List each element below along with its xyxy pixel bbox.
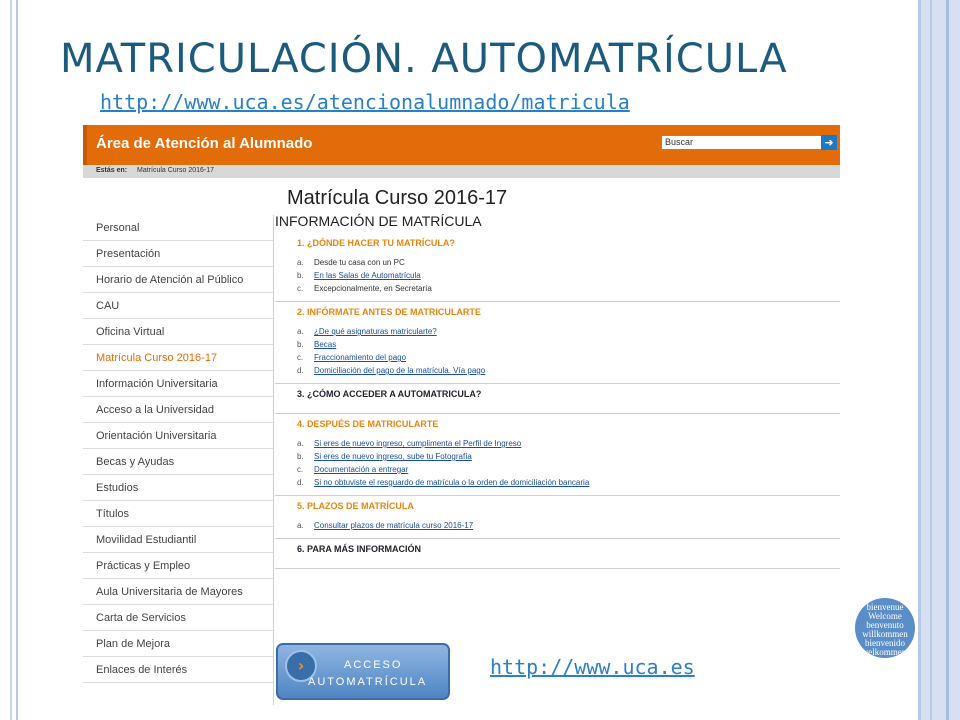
section-heading: 5. PLAZOS DE MATRÍCULA (297, 501, 414, 511)
list-item (297, 351, 840, 364)
item-letter: b. (297, 340, 304, 349)
sidebar-item[interactable]: Estudios (83, 475, 273, 501)
item-letter: b. (297, 452, 304, 461)
item-letter: d. (297, 478, 304, 487)
search-arrow-icon[interactable]: ➜ (821, 135, 837, 150)
info-section (275, 496, 840, 539)
item-link[interactable]: Si eres de nuevo ingreso, cumplimenta el Perfil de Ingreso (314, 439, 522, 448)
badge-word: Welcome (868, 611, 902, 621)
breadcrumb-label: Estás en: (96, 167, 128, 174)
list-item (297, 450, 840, 463)
slide-frame-left (0, 0, 18, 720)
badge-word: bienvenido (865, 638, 905, 648)
item-letter: b. (297, 271, 304, 280)
sidebar-item[interactable]: Horario de Atención al Público (83, 267, 273, 293)
badge-word: velkommen (863, 647, 907, 657)
list-item (297, 269, 840, 282)
item-link[interactable]: Fraccionamiento del pago (314, 353, 407, 362)
list-item (297, 476, 840, 489)
sidebar-item[interactable]: Presentación (83, 241, 273, 267)
item-letter: c. (297, 465, 304, 474)
info-sections (275, 233, 840, 569)
badge-word: benvenuto (866, 620, 904, 630)
search-input[interactable]: Buscar (661, 135, 824, 150)
item-link[interactable]: Domiciliación del pago de la matrícula. Vía pago (314, 366, 486, 375)
section-heading: 3. ¿CÓMO ACCEDER A AUTOMATRICULA? (297, 389, 482, 399)
breadcrumb-current[interactable]: Matrícula Curso 2016-17 (137, 167, 215, 174)
item-letter: c. (297, 353, 304, 362)
uca-url-link[interactable]: http://www.uca.es (490, 655, 695, 679)
slide-frame-right (918, 0, 960, 720)
sidebar-item[interactable]: Carta de Servicios (83, 605, 273, 631)
list-item (297, 463, 840, 476)
sidebar-item[interactable]: Enlaces de Interés (83, 657, 273, 683)
button-label-line1: ACCESO (344, 659, 403, 671)
item-link[interactable]: ¿De qué asignaturas matricularte? (314, 327, 437, 336)
item-link[interactable]: Si eres de nuevo ingreso, sube tu Fotografía (314, 452, 472, 461)
item-letter: a. (297, 258, 304, 267)
item-letter: a. (297, 439, 304, 448)
item-link[interactable]: Documentación a entregar (314, 465, 409, 474)
breadcrumb (83, 165, 840, 178)
info-section (275, 233, 840, 302)
badge-word: willkommen (862, 629, 908, 639)
info-section (275, 539, 840, 569)
sidebar-divider (273, 215, 274, 705)
automatricula-access-button[interactable] (276, 643, 450, 700)
sidebar-item[interactable]: Movilidad Estudiantil (83, 527, 273, 553)
site-header (83, 125, 840, 165)
item-link[interactable]: Si no obtuviste el resguardo de matrícula o la orden de domiciliación bancaria (314, 478, 590, 487)
list-item (297, 256, 840, 269)
item-link[interactable]: Consultar plazos de matrícula curso 2016-17 (314, 521, 474, 530)
sidebar-item[interactable]: Plan de Mejora (83, 631, 273, 657)
matricula-url-link[interactable]: http://www.uca.es/atencionalumnado/matricula (100, 90, 630, 114)
sidebar-item[interactable]: Orientación Universitaria (83, 423, 273, 449)
sidebar-item[interactable]: Prácticas y Empleo (83, 553, 273, 579)
sidebar-item[interactable]: Información Universitaria (83, 371, 273, 397)
sidebar-nav (83, 215, 273, 683)
item-letter: a. (297, 521, 304, 530)
sidebar-item[interactable]: Matrícula Curso 2016-17 (83, 345, 273, 371)
list-item (297, 338, 840, 351)
info-section (275, 302, 840, 384)
sidebar-item[interactable]: Personal (83, 215, 273, 241)
item-link[interactable]: Becas (314, 340, 337, 349)
sidebar-item[interactable]: Títulos (83, 501, 273, 527)
item-letter: c. (297, 284, 304, 293)
content-title: INFORMACIÓN DE MATRÍCULA (275, 213, 482, 229)
list-item (297, 519, 840, 532)
item-text: Excepcionalmente, en Secretaría (314, 284, 432, 293)
sidebar-item[interactable]: Aula Universitaria de Mayores (83, 579, 273, 605)
chevron-right-icon: › (285, 650, 317, 682)
list-item (297, 325, 840, 338)
sidebar-item[interactable]: Oficina Virtual (83, 319, 273, 345)
item-letter: a. (297, 327, 304, 336)
main-content (275, 213, 840, 569)
website-screenshot (83, 125, 840, 705)
section-heading: 1. ¿DÓNDE HACER TU MATRÍCULA? (297, 238, 455, 248)
page-title: Matrícula Curso 2016-17 (287, 187, 508, 209)
site-header-title: Área de Atención al Alumnado (96, 135, 313, 152)
list-item (297, 364, 840, 377)
slide-title: MATRICULACIÓN. AUTOMATRÍCULA (60, 36, 788, 82)
list-item (297, 437, 840, 450)
button-label-line2: AUTOMATRÍCULA (308, 676, 428, 688)
sidebar-item[interactable]: Becas y Ayudas (83, 449, 273, 475)
item-letter: d. (297, 366, 304, 375)
info-section (275, 414, 840, 496)
sidebar-item[interactable]: Acceso a la Universidad (83, 397, 273, 423)
sidebar-item[interactable]: CAU (83, 293, 273, 319)
section-heading: 2. INFÓRMATE ANTES DE MATRICULARTE (297, 307, 481, 317)
badge-word: bienvenue (866, 602, 904, 612)
info-section (275, 384, 840, 414)
section-heading: 4. DESPUÉS DE MATRICULARTE (297, 419, 439, 429)
item-text: Desde tu casa con un PC (314, 258, 405, 267)
item-link[interactable]: En las Salas de Automatrícula (314, 271, 421, 280)
list-item (297, 282, 840, 295)
welcome-badge-icon (855, 598, 915, 658)
section-heading: 6. PARA MÁS INFORMACIÓN (297, 544, 422, 554)
